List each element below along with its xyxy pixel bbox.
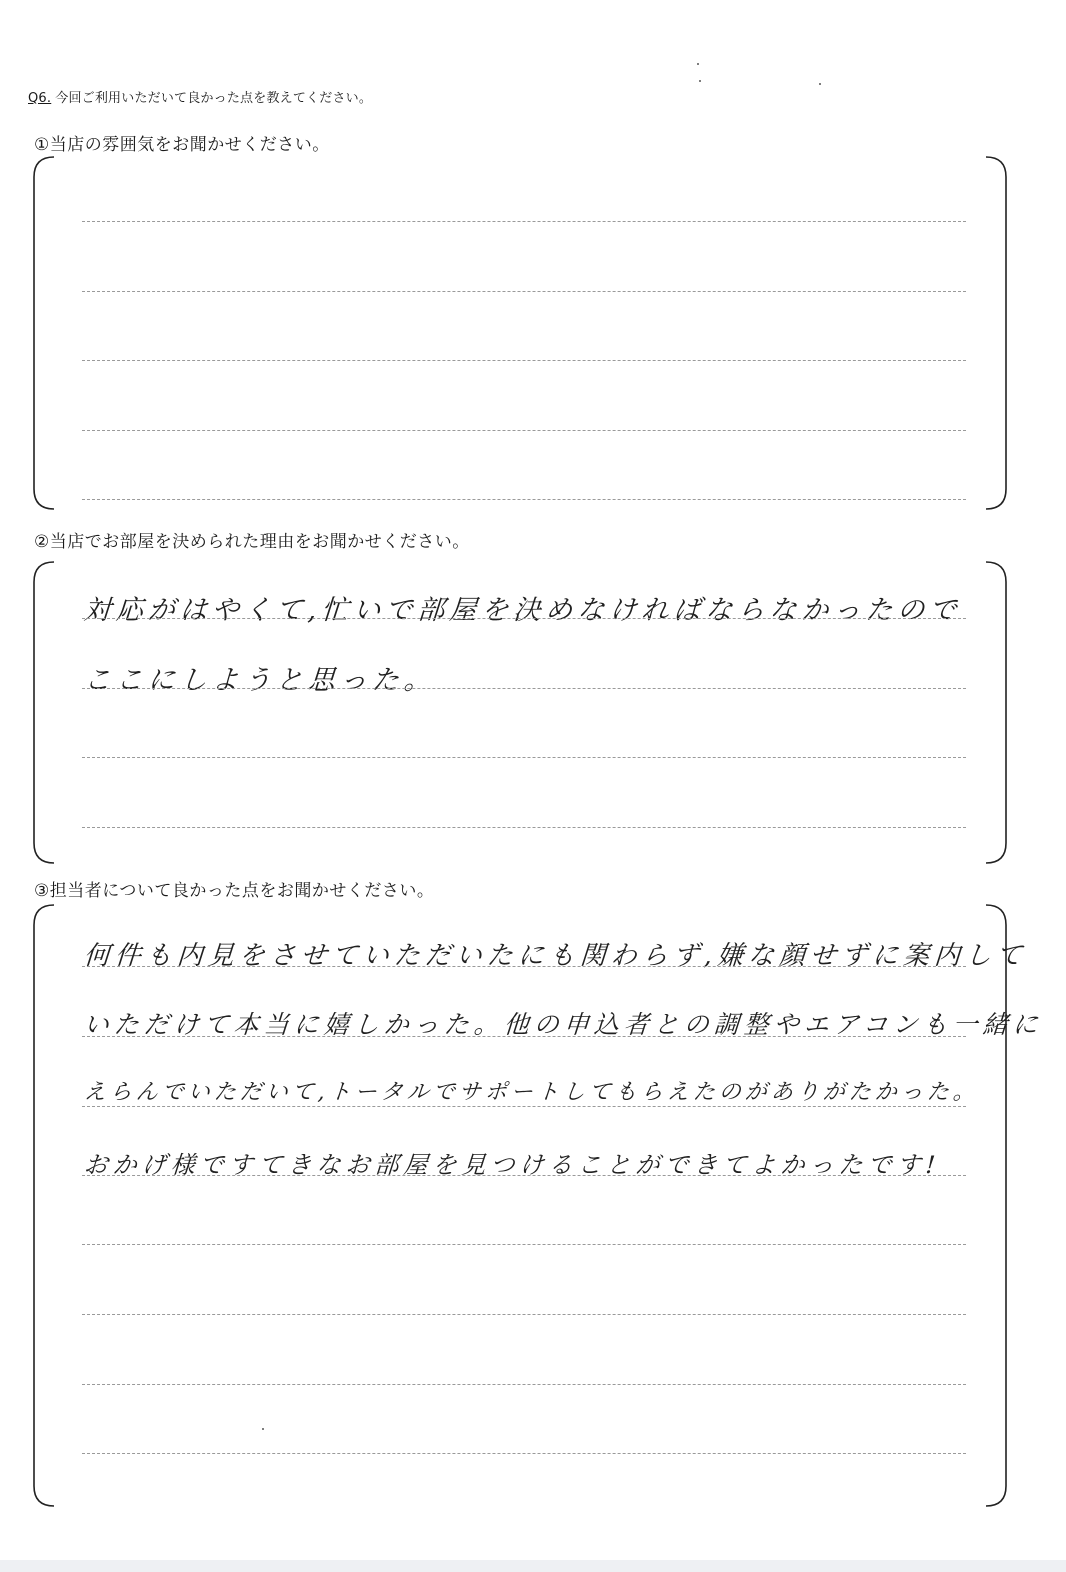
ruled-line [82, 966, 966, 967]
ruled-line [82, 618, 966, 619]
ruled-line [82, 1384, 966, 1385]
ruled-line [82, 1453, 966, 1454]
handwritten-line-2: いただけて本当に嬉しかった。他の申込者との調整やエアコンも一緒に [82, 1010, 1044, 1039]
section-1-bracket [32, 155, 1008, 511]
ruled-line [82, 757, 966, 758]
ruled-line [82, 1036, 966, 1037]
ruled-line [82, 291, 966, 292]
section-2-label: ②当店でお部屋を決められた理由をお聞かせください。 [34, 532, 470, 552]
question-header [28, 87, 372, 106]
scan-speck [697, 63, 699, 65]
ruled-line [82, 688, 966, 689]
section-1-answer-box [32, 155, 1008, 511]
ruled-line [82, 1314, 966, 1315]
question-number: Q6. [28, 91, 52, 106]
section-2-answer-box [32, 560, 1008, 865]
handwritten-line-3: えらんでいただいて,トータルでサポートしてもらえたのがありがたかった。 [82, 1080, 980, 1105]
ruled-line [82, 827, 966, 828]
handwritten-line-2: ここにしようと思った。 [82, 665, 437, 696]
section-3-answer-box [32, 903, 1044, 1508]
question-text: 今回ご利用いただいて良かった点を教えてください。 [55, 91, 373, 106]
ruled-line [82, 499, 966, 500]
scan-speck [699, 80, 701, 82]
handwritten-line-1: 対応がはやくて,忙いで部屋を決めなければならなかったので [82, 595, 963, 626]
handwritten-line-1: 何件も内見をさせていただいたにも関わらず,嫌な顔せずに案内して [82, 941, 1029, 971]
ruled-line [82, 360, 966, 361]
ruled-line [82, 1244, 966, 1245]
ruled-line [82, 1106, 966, 1107]
section-3-label: ③担当者について良かった点をお聞かせください。 [34, 881, 435, 901]
ruled-line [82, 1175, 966, 1176]
viewer-bottom-strip [0, 1560, 1066, 1572]
ruled-line [82, 430, 966, 431]
scan-speck [819, 83, 821, 85]
section-3-bracket [32, 903, 1008, 1508]
scan-speck [262, 1428, 264, 1430]
ruled-line [82, 221, 966, 222]
section-1-label: ①当店の雰囲気をお聞かせください。 [34, 135, 330, 155]
handwritten-line-4: おかげ様ですてきなお部屋を見つけることができてよかったです! [82, 1151, 942, 1179]
